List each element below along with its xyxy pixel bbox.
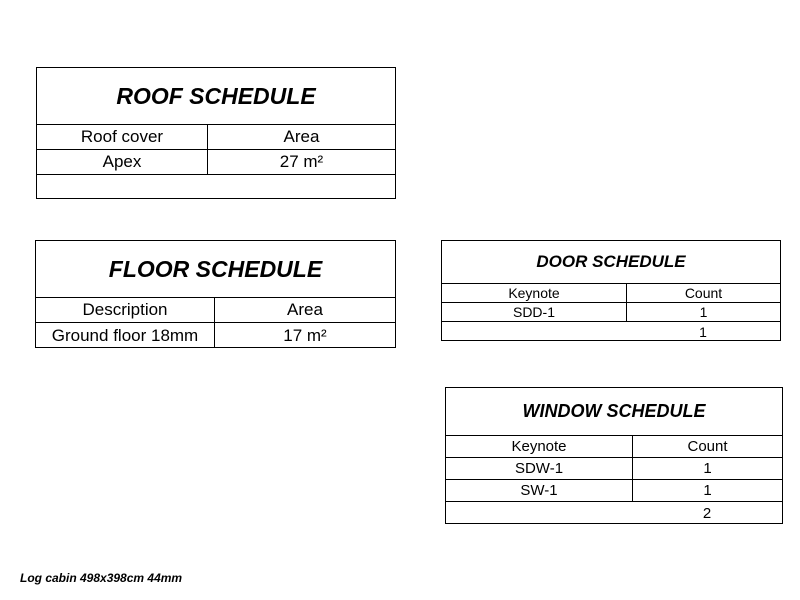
- roof-total-cell: [37, 175, 395, 199]
- window-schedule-title: WINDOW SCHEDULE: [446, 388, 782, 436]
- roof-schedule-header-row: [37, 125, 395, 150]
- door-schedule-title: DOOR SCHEDULE: [442, 241, 780, 284]
- floor-header-area: Area: [214, 298, 395, 322]
- window-cell-keynote: SW-1: [520, 482, 558, 499]
- window-schedule-table: [445, 387, 783, 524]
- floor-cell-description: Ground floor 18mm: [51, 325, 199, 345]
- window-header-count: Count: [632, 436, 782, 457]
- floor-schedule-table: [35, 240, 396, 348]
- window-schedule-header-row: [446, 436, 782, 458]
- floor-schedule-header-row: [36, 298, 395, 323]
- table-row: [446, 480, 782, 502]
- door-total-count: 1: [699, 323, 707, 340]
- door-schedule-header-row: [442, 284, 780, 303]
- roof-header-roof-cover: Roof cover: [80, 127, 164, 146]
- door-header-count: Count: [626, 284, 780, 302]
- roof-header-area: Area: [207, 125, 395, 149]
- floor-header-description: Description: [82, 300, 168, 319]
- window-total-label-cell: [446, 502, 632, 524]
- roof-schedule-total-row: [37, 175, 395, 199]
- door-cell-count: 1: [626, 303, 780, 321]
- floor-cell-area: 17 m²: [214, 323, 395, 348]
- door-cell-keynote: SDD-1: [512, 304, 555, 320]
- table-row: [36, 323, 395, 348]
- table-row: [446, 458, 782, 480]
- roof-cell-roof-cover: Apex: [102, 152, 142, 171]
- window-cell-count: 1: [632, 480, 782, 501]
- drawing-caption: Log cabin 498x398cm 44mm: [20, 571, 183, 585]
- table-row: [442, 303, 780, 322]
- window-cell-keynote: SDW-1: [514, 460, 564, 477]
- window-cell-count: 1: [632, 458, 782, 479]
- door-schedule-total-row: [442, 322, 780, 341]
- window-schedule-total-row: [446, 502, 782, 524]
- door-schedule-table: [441, 240, 781, 341]
- roof-cell-area: 27 m²: [207, 150, 395, 174]
- floor-schedule-title: FLOOR SCHEDULE: [36, 241, 395, 298]
- window-header-keynote: Keynote: [511, 438, 567, 455]
- roof-schedule-table: [36, 67, 396, 199]
- table-row: [37, 150, 395, 175]
- roof-schedule-title: ROOF SCHEDULE: [37, 68, 395, 125]
- door-header-keynote: Keynote: [508, 285, 560, 301]
- window-total-count: 2: [702, 504, 712, 522]
- door-total-label-cell: [442, 322, 626, 341]
